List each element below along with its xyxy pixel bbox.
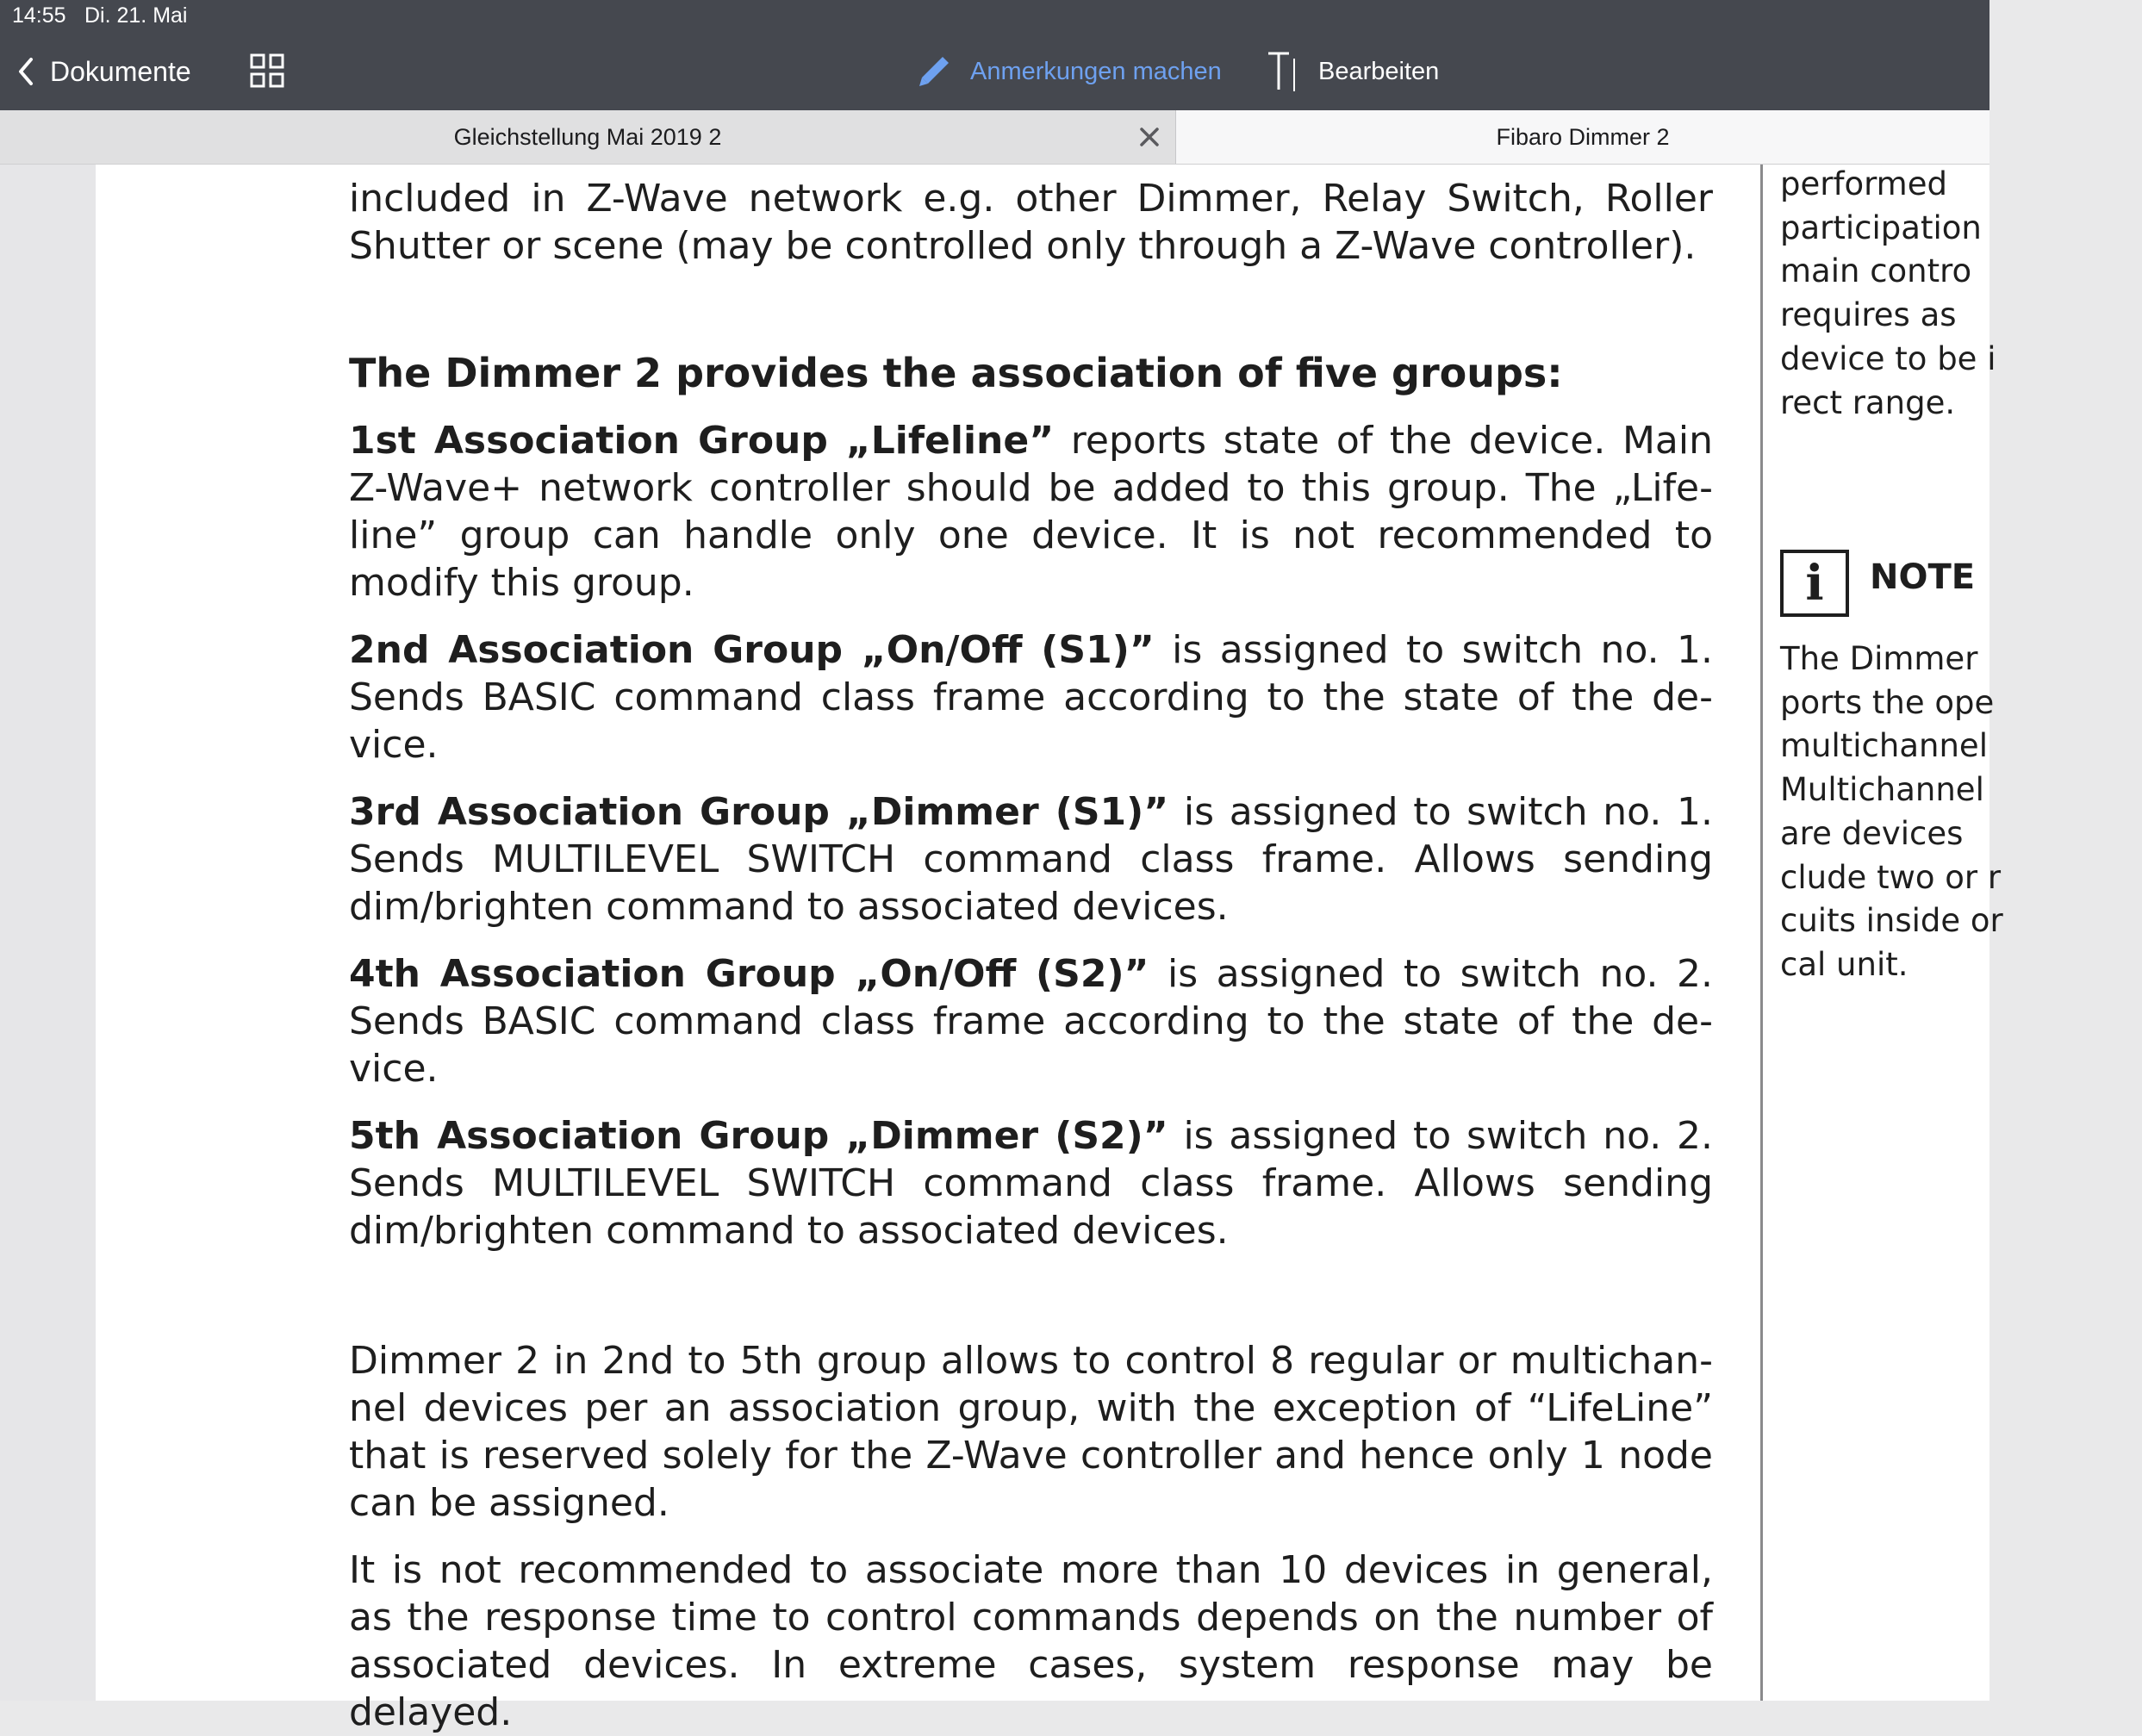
right-note-text <box>1780 638 2142 987</box>
info-icon: i <box>1780 550 1849 617</box>
document-tab-bar <box>0 110 1989 165</box>
group-title: 2nd Association Group „On/Off (S1)” <box>349 628 1155 672</box>
group-text: is assigned to switch no. 2. Sends MULTILEVEL SWITCH command class frame. Allows sending dim/brighten command to associated devices. <box>349 1114 1713 1253</box>
text-line: The Dimmer <box>1780 640 1978 677</box>
note-label: NOTE <box>1870 557 1976 597</box>
text-line: device to be i <box>1780 339 1996 377</box>
page-gutter <box>0 165 96 1701</box>
group-text: is assigned to switch no. 2. Sends BASIC command class frame according to the state of the de-vice. <box>349 952 1714 1091</box>
annotate-button-label: Anmerkungen machen <box>970 57 1222 85</box>
tab-gleichstellung[interactable] <box>0 110 1175 164</box>
association-group-5 <box>349 1112 1713 1254</box>
grid-view-button[interactable] <box>250 53 284 88</box>
text-line: requires as <box>1780 296 1957 334</box>
text-line: cuits inside or <box>1780 902 2003 940</box>
group-text: reports state of the device. Main Z-Wave+ network controller should be added to this group. The „Life-line” group can handle only one device. It is not recommended to modify this group. <box>349 419 1714 605</box>
text-line: multichannel <box>1780 727 1988 765</box>
response-time-paragraph: It is not recommended to associate more than 10 devices in general, as the response time to control commands depends on the number of associated devices. In extreme cases, system response may be delayed. <box>349 1548 1713 1734</box>
status-time: 14:55 <box>12 3 66 28</box>
tab-label: Gleichstellung Mai 2019 2 <box>453 123 722 150</box>
association-group-3 <box>349 788 1713 930</box>
text-line: cal unit. <box>1780 945 1908 983</box>
text-line: rect range. <box>1780 383 1956 421</box>
top-toolbar <box>0 0 1989 110</box>
text-line: Multichannel <box>1780 771 1984 809</box>
text-line: clude two or r <box>1780 858 2002 896</box>
close-tab-icon[interactable] <box>1136 123 1163 151</box>
back-to-documents-button[interactable] <box>17 50 191 93</box>
text-line: are devices <box>1780 814 1964 852</box>
group-limit-paragraph: Dimmer 2 in 2nd to 5th group allows to control 8 regular or multichan-nel devices per an association group, with the exception of “LifeLine” that is reserved solely for the Z-Wave controller and hence only 1 node can be assigned. <box>349 1339 1713 1525</box>
group-text: is assigned to switch no. 1. Sends BASIC command class frame according to the state of the de-vice. <box>349 628 1713 767</box>
document-page-right[interactable] <box>1763 165 2003 1701</box>
edit-button[interactable] <box>1267 48 1439 95</box>
association-group-4 <box>349 950 1713 1092</box>
tab-fibaro-dimmer[interactable] <box>1176 110 1989 164</box>
text-cursor-icon <box>1267 50 1299 93</box>
group-title: 5th Association Group „Dimmer (S2)” <box>349 1114 1168 1158</box>
text-line: main contro <box>1780 252 1972 290</box>
status-date: Di. 21. Mai <box>84 3 188 28</box>
section-heading: The Dimmer 2 provides the association of five groups: <box>349 350 1563 396</box>
group-title: 1st Association Group „Lifeline” <box>349 419 1055 463</box>
chevron-left-icon <box>17 57 34 86</box>
association-group-2 <box>349 626 1713 768</box>
pencil-icon <box>917 54 951 89</box>
group-text: is assigned to switch no. 1. Sends MULTILEVEL SWITCH command class frame. Allows sending dim/brighten command to associated devices. <box>349 790 1713 929</box>
grid-icon <box>250 53 284 88</box>
edit-button-label: Bearbeiten <box>1318 57 1440 85</box>
text-line: performed <box>1780 165 1947 202</box>
annotate-button[interactable] <box>917 50 1222 93</box>
intro-paragraph: included in Z-Wave network e.g. other Dimmer, Relay Switch, Roller Shutter or scene (may be controlled only through a Z-Wave controller). <box>349 177 1713 268</box>
back-button-label: Dokumente <box>50 55 191 87</box>
right-top-text <box>1780 163 2142 425</box>
tab-label: Fibaro Dimmer 2 <box>1496 123 1670 150</box>
text-line: participation <box>1780 208 1982 246</box>
group-title: 3rd Association Group „Dimmer (S1)” <box>349 790 1169 834</box>
text-line: ports the ope <box>1780 683 1995 721</box>
group-title: 4th Association Group „On/Off (S2)” <box>349 952 1149 996</box>
association-group-1 <box>349 417 1713 607</box>
document-page-left[interactable] <box>96 165 1760 1734</box>
